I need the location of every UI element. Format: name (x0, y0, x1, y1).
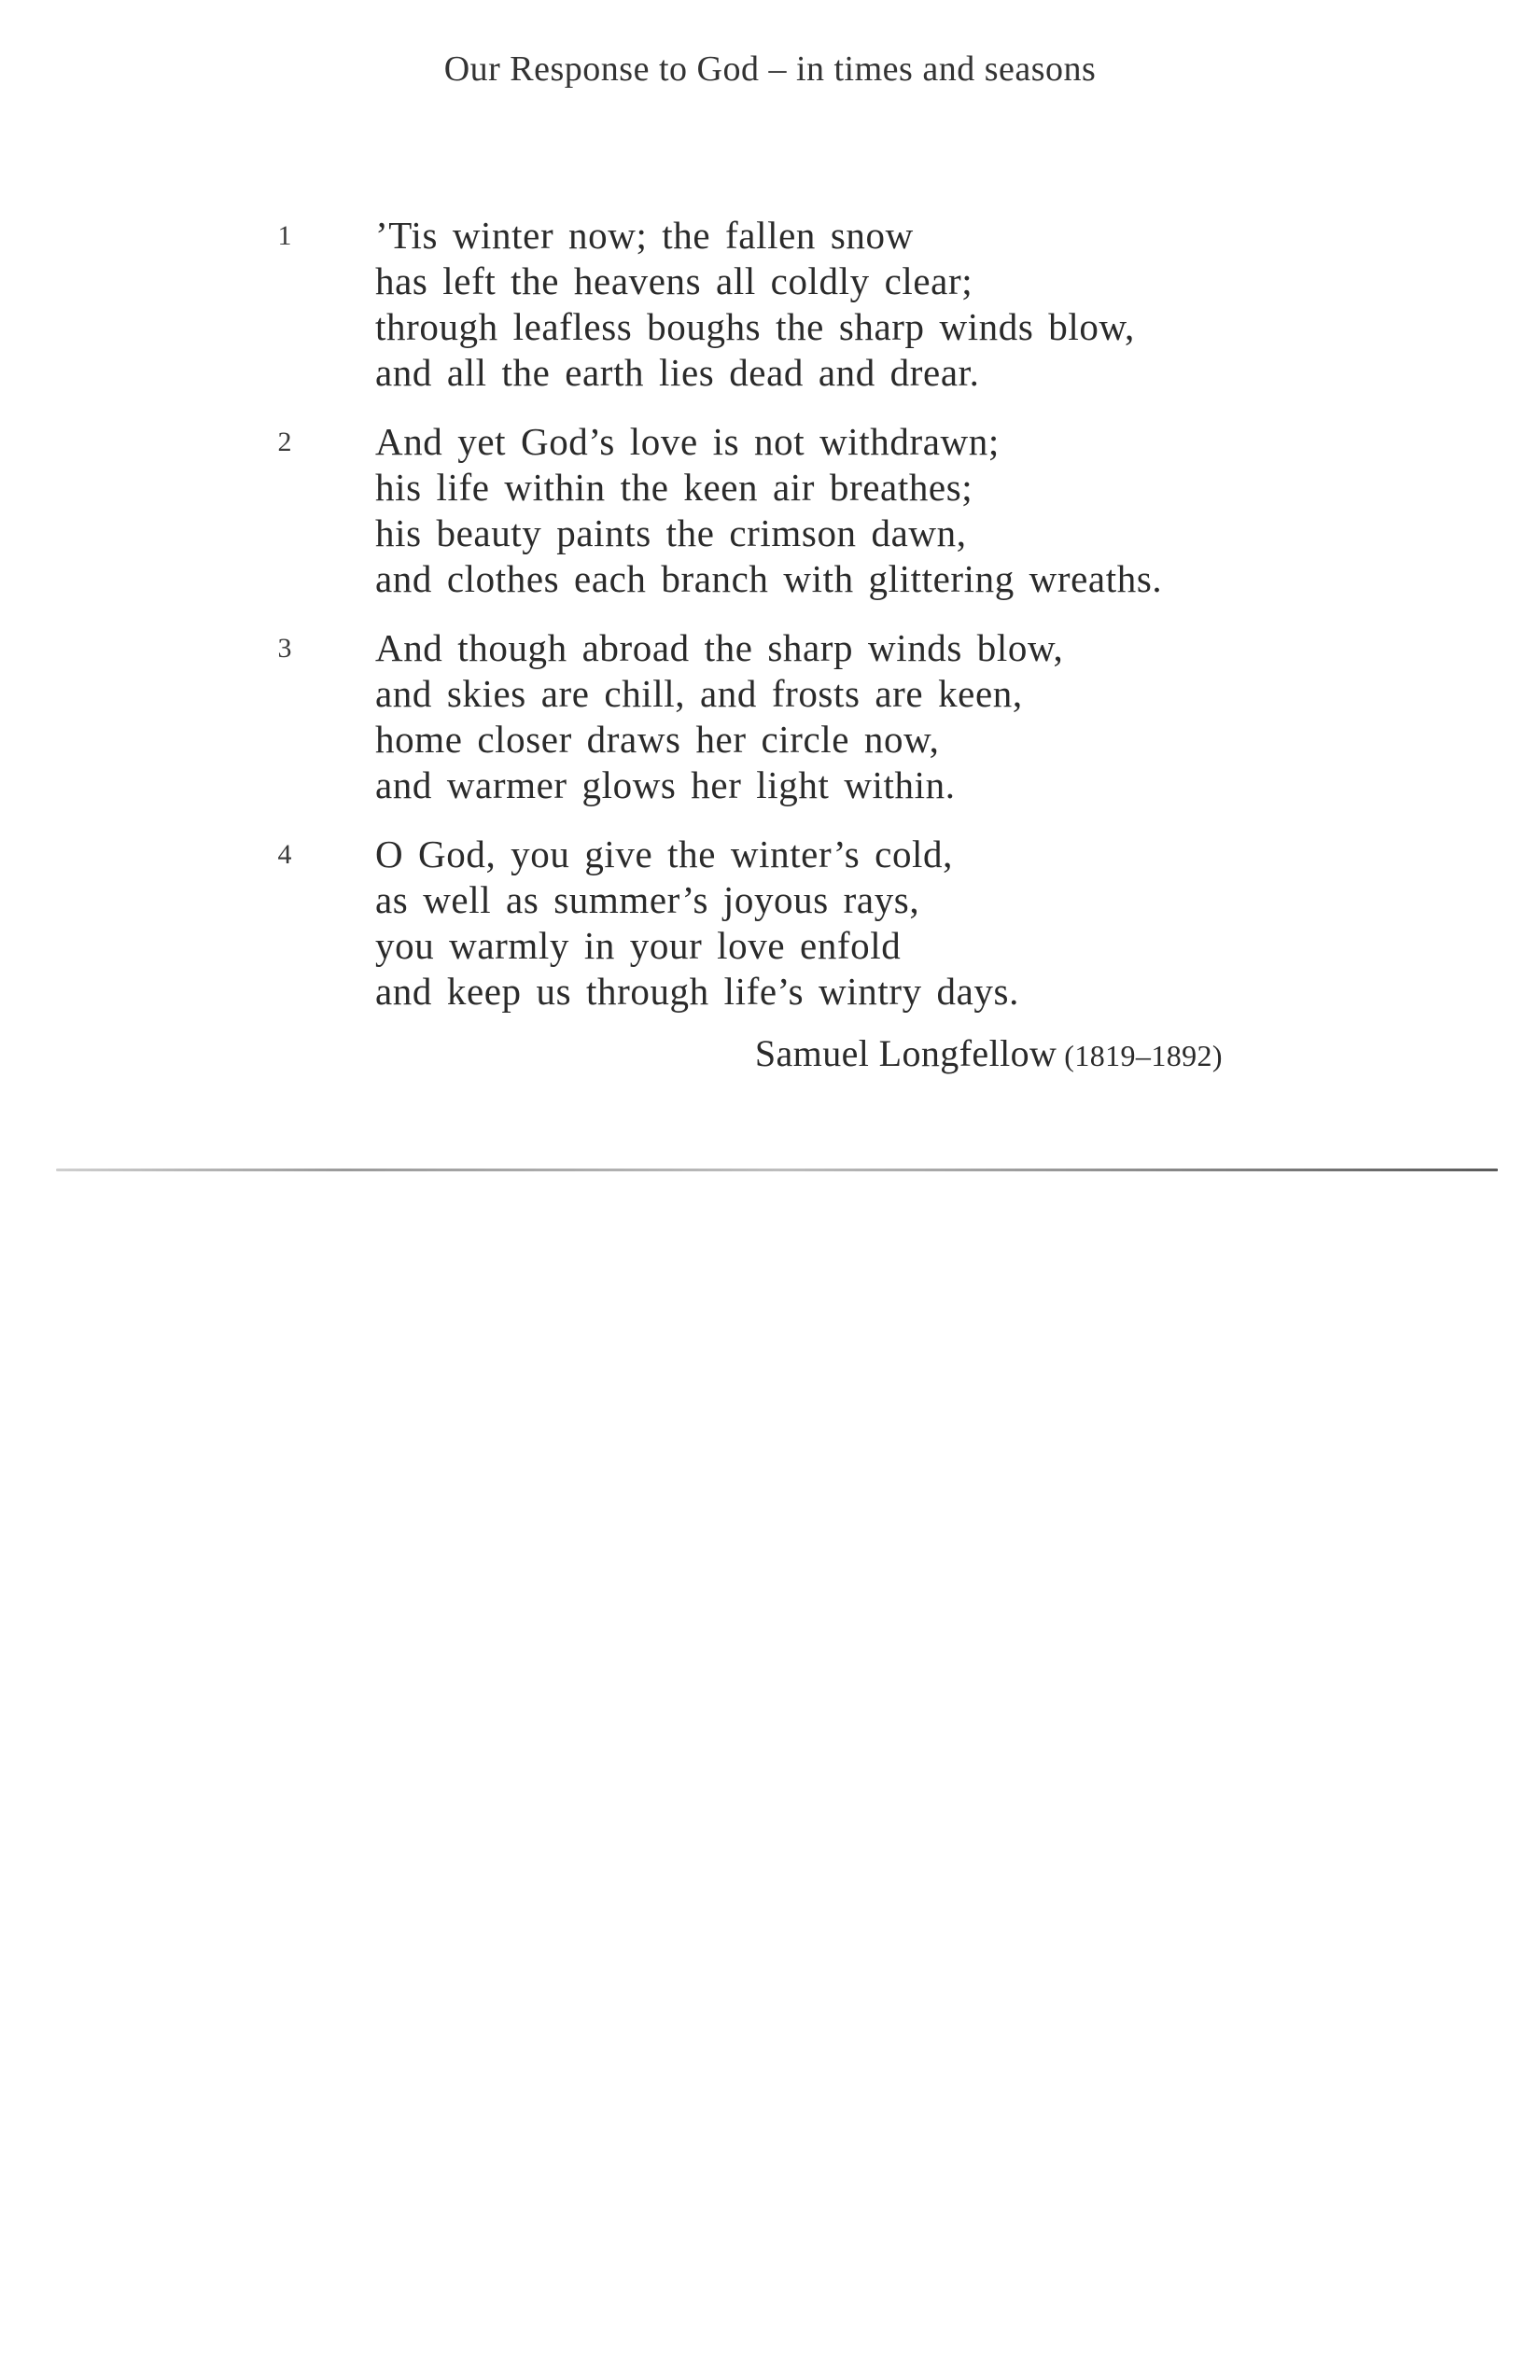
verse-line: as well as summer’s joyous rays, (375, 878, 920, 921)
verse-line: and clothes each branch with glittering wreaths. (375, 557, 1163, 600)
verse-4 (271, 832, 1297, 1015)
verse-line: and keep us through life’s wintry days. (375, 970, 1019, 1013)
verse-number: 3 (277, 633, 292, 664)
verse-number: 4 (277, 839, 292, 870)
author-attribution (755, 1031, 1223, 1075)
verse-lines (375, 213, 1297, 396)
verse-line: And though abroad the sharp winds blow, (375, 626, 1064, 669)
verse-lines (375, 625, 1297, 808)
bottom-divider (56, 1169, 1498, 1171)
author-dates: (1819–1892) (1064, 1039, 1223, 1072)
verse-line: has left the heavens all coldly clear; (375, 259, 973, 302)
verse-line: and all the earth lies dead and drear. (375, 351, 980, 394)
verse-number: 1 (277, 220, 292, 251)
verse-line: through leafless boughs the sharp winds blow, (375, 305, 1135, 348)
verse-line: and skies are chill, and frosts are keen, (375, 672, 1023, 715)
verse-lines (375, 419, 1297, 602)
verse-line: and warmer glows her light within. (375, 763, 956, 806)
verse-3 (271, 625, 1297, 808)
page-title: Our Response to God – in times and seasons (443, 49, 1097, 89)
verse-1 (271, 213, 1297, 396)
verse-lines (375, 832, 1297, 1015)
verse-line: O God, you give the winter’s cold, (375, 833, 953, 875)
verse-line: you warmly in your love enfold (375, 924, 902, 967)
verse-line: his life within the keen air breathes; (375, 466, 973, 509)
verse-line: ’Tis winter now; the fallen snow (375, 214, 914, 257)
hymn-text (271, 213, 1297, 1038)
verse-line: And yet God’s love is not withdrawn; (375, 420, 1000, 463)
author-name: Samuel Longfellow (754, 1032, 1057, 1074)
verse-line: his beauty paints the crimson dawn, (375, 511, 967, 554)
verse-number: 2 (277, 427, 292, 457)
verse-line: home closer draws her circle now, (375, 718, 940, 761)
verse-2 (271, 419, 1297, 602)
